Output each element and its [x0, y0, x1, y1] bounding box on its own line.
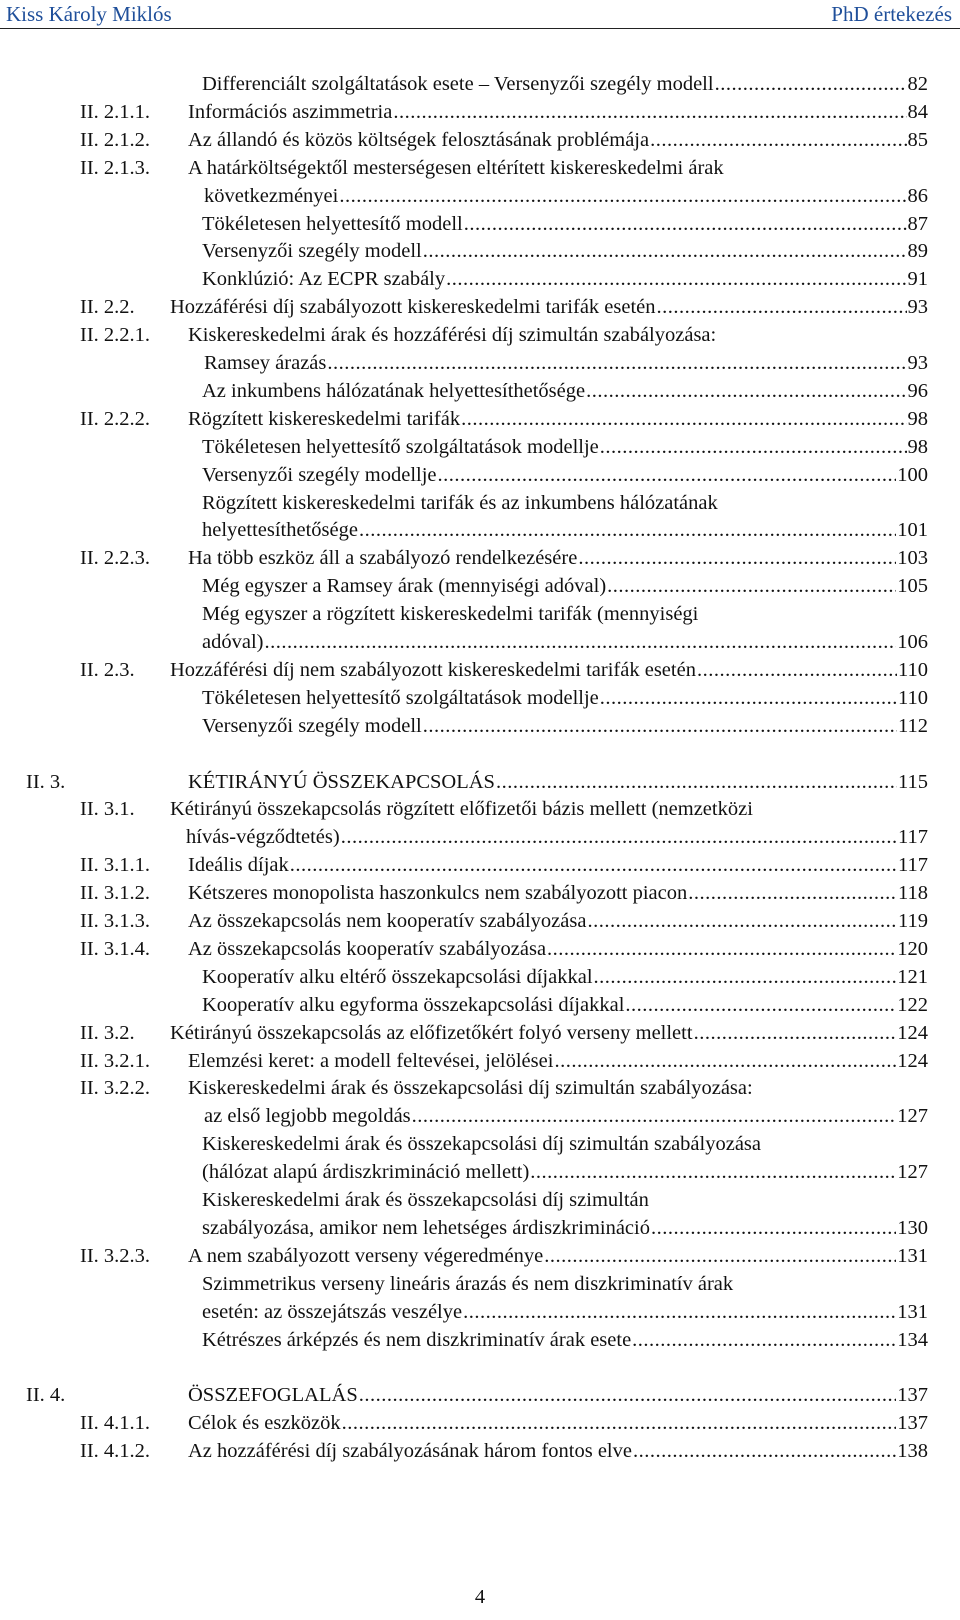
toc-section-number: II. 3.1.2.	[80, 882, 151, 905]
toc-entry-title: Az hozzáférési díj szabályozásának három fontos elve	[188, 1440, 632, 1463]
toc-section-number: II. 2.1.3.	[80, 156, 151, 179]
toc-entry-title: Információs aszimmetria	[188, 100, 393, 123]
dot-leader	[461, 405, 906, 433]
toc-section-number: II. 3.2.3.	[80, 1244, 151, 1267]
toc-entry-title: hívás-végződtetés)	[186, 826, 340, 849]
dot-leader	[586, 377, 906, 405]
toc-page-number: 103	[897, 547, 928, 570]
toc-entry-title: Még egyszer a rögzített kiskereskedelmi tarifák (mennyiségi	[202, 603, 699, 626]
toc-entry-line	[0, 768, 960, 796]
toc-entry-title: Kooperatív alku egyforma összekapcsolási díjakkal	[202, 993, 625, 1016]
toc-page-number: 86	[907, 184, 928, 207]
toc-entry-line	[0, 628, 960, 656]
toc-entry-title: Hozzáférési díj nem szabályozott kiskereskedelmi tarifák esetén	[170, 658, 696, 681]
toc-entry-title: az első legjobb megoldás	[204, 1105, 411, 1128]
toc-entry-line	[0, 237, 960, 265]
toc-section-number: II. 3.2.	[80, 1021, 135, 1044]
toc-entry-title: Az inkumbens hálózatának helyettesíthetősége	[202, 379, 586, 402]
toc-page-number: 100	[897, 463, 928, 486]
toc-entry-line	[0, 907, 960, 935]
toc-entry-title: Tökéletesen helyettesítő szolgáltatások modellje	[202, 435, 599, 458]
page-number: 4	[474, 1586, 486, 1608]
toc-page-number: 120	[897, 937, 928, 960]
toc-page-number: 98	[907, 407, 928, 430]
toc-entry-line	[0, 544, 960, 572]
toc-entry-title: Kétirányú összekapcsolás az előfizetőkért folyó verseny mellett	[170, 1021, 693, 1044]
dot-leader	[496, 768, 897, 796]
toc-entry-line	[0, 1214, 960, 1242]
toc-page-number: 93	[907, 296, 928, 319]
dot-leader	[530, 1158, 896, 1186]
toc-entry-line	[0, 712, 960, 740]
toc-page-number: 105	[897, 575, 928, 598]
toc-entry-line	[0, 126, 960, 154]
toc-entry-title: Kooperatív alku eltérő összekapcsolási díjakkal	[202, 965, 593, 988]
toc-page-number: 134	[897, 1328, 928, 1351]
toc-page-number: 84	[907, 100, 928, 123]
toc-page-number: 117	[898, 826, 928, 849]
toc-page-number: 118	[898, 882, 928, 905]
toc-entry-line	[0, 1186, 960, 1214]
dot-leader	[594, 963, 897, 991]
toc-entry-line	[0, 1158, 960, 1186]
toc-entry-line	[0, 795, 960, 823]
toc-entry-line	[0, 293, 960, 321]
toc-entry-line	[0, 461, 960, 489]
header-document-type: PhD értekezés	[831, 2, 952, 26]
toc-page-number: 87	[907, 212, 928, 235]
toc-page-number: 106	[897, 631, 928, 653]
toc-entry-line	[0, 70, 960, 98]
toc-entry-line	[0, 851, 960, 879]
toc-section-number: II. 3.1.	[80, 798, 135, 821]
toc-entry-title: adóval)	[202, 631, 264, 653]
toc-section-number: II. 2.2.1.	[80, 324, 151, 347]
toc-entry-line	[0, 377, 960, 405]
toc-entry-line	[0, 1298, 960, 1326]
toc-page-number: 82	[907, 73, 928, 95]
toc-entry-line	[0, 656, 960, 684]
toc-page-number: 91	[907, 268, 928, 291]
toc-entry-title: Szimmetrikus verseny lineáris árazás és nem diszkriminatív árak	[202, 1272, 734, 1295]
toc-entry-line	[0, 433, 960, 461]
toc-entry-title: Kiskereskedelmi árak és hozzáférési díj szimultán szabályozása:	[188, 324, 717, 347]
dot-leader	[341, 823, 897, 851]
dot-leader	[463, 1298, 896, 1326]
toc-entry-line	[0, 405, 960, 433]
toc-entry-line	[0, 98, 960, 126]
toc-section-number: II. 3.1.3.	[80, 910, 151, 932]
dot-leader	[715, 70, 907, 98]
toc-section-number: II. 2.1.2.	[80, 128, 151, 151]
header-author: Kiss Károly Miklós	[6, 2, 172, 26]
dot-leader	[587, 907, 897, 935]
toc-entry-title: Elemzési keret: a modell feltevései, jelölései	[188, 1049, 554, 1072]
toc-page-number: 124	[897, 1049, 928, 1072]
toc-entry-line	[0, 823, 960, 851]
dot-leader	[359, 1381, 897, 1409]
toc-entry-title: Rögzített kiskereskedelmi tarifák és az inkumbens hálózatának	[202, 491, 718, 514]
toc-entry-line	[0, 1437, 960, 1465]
toc-entry-title: Ha több eszköz áll a szabályozó rendelkezésére	[188, 547, 578, 570]
dot-leader	[650, 126, 906, 154]
toc-entry-title: esetén: az összejátszás veszélye	[202, 1300, 463, 1323]
toc-entry-line	[0, 349, 960, 377]
toc-entry-title: Tökéletesen helyettesítő modell	[202, 212, 463, 235]
toc-page-number: 131	[897, 1300, 928, 1323]
toc-page-number: 101	[897, 519, 928, 542]
toc-entry-line	[0, 1047, 960, 1075]
toc-entry-title: KÉTIRÁNYÚ ÖSSZEKAPCSOLÁS	[188, 770, 495, 793]
toc-entry-title: Kiskereskedelmi árak és összekapcsolási díj szimultán	[202, 1189, 649, 1211]
toc-entry-title: Célok és eszközök	[188, 1412, 341, 1435]
toc-entry-title: szabályozása, amikor nem lehetséges árdiszkrimináció	[202, 1216, 650, 1239]
toc-page-number: 131	[897, 1244, 928, 1267]
dot-leader	[625, 991, 896, 1019]
toc-page-number: 98	[907, 435, 928, 458]
dot-leader	[264, 628, 896, 656]
toc-entry-line	[0, 572, 960, 600]
toc-entry-title: (hálózat alapú árdiszkrimináció mellett)	[202, 1161, 530, 1184]
dot-leader	[547, 935, 896, 963]
toc-entry-line	[0, 210, 960, 238]
dot-leader	[339, 182, 906, 210]
toc-page-number: 119	[898, 910, 928, 932]
dot-leader	[554, 1047, 896, 1075]
toc-entry-title: Kiskereskedelmi árak és összekapcsolási díj szimultán szabályozása:	[188, 1077, 753, 1100]
dot-leader	[412, 1102, 897, 1130]
toc-section-number: II. 3.	[26, 770, 66, 793]
dot-leader	[423, 712, 897, 740]
toc-entry-line	[0, 684, 960, 712]
toc-page-number: 110	[898, 686, 928, 709]
toc-page-number: 130	[897, 1216, 928, 1239]
toc-entry-title: Hozzáférési díj szabályozott kiskereskedelmi tarifák esetén	[170, 296, 656, 319]
dot-leader	[651, 1214, 896, 1242]
dot-leader	[600, 684, 897, 712]
toc-entry-line	[0, 1102, 960, 1130]
toc-entry-title: A nem szabályozott verseny végeredménye	[188, 1244, 544, 1267]
toc-section-number: II. 3.1.1.	[80, 854, 151, 877]
toc-entry-line	[0, 1019, 960, 1047]
toc-entry-title: Ramsey árazás	[204, 352, 327, 374]
toc-entry-line	[0, 1242, 960, 1270]
dot-leader	[290, 851, 897, 879]
dot-leader	[446, 265, 906, 293]
toc-section-number: II. 3.1.4.	[80, 937, 151, 960]
toc-entry-title: Tökéletesen helyettesítő szolgáltatások modellje	[202, 686, 599, 709]
toc-entry-line	[0, 1381, 960, 1409]
toc-section-number: II. 4.1.1.	[80, 1412, 151, 1435]
toc-entry-line	[0, 963, 960, 991]
dot-leader	[544, 1242, 896, 1270]
toc-section-number: II. 2.3.	[80, 658, 135, 681]
toc-page-number: 127	[897, 1161, 928, 1184]
toc-page-number: 117	[898, 854, 928, 877]
dot-leader	[632, 1326, 896, 1354]
toc-entry-title: ÖSSZEFOGLALÁS	[188, 1384, 358, 1407]
dot-leader	[688, 879, 897, 907]
toc-section-number: II. 3.2.2.	[80, 1077, 151, 1100]
toc-entry-title: Ideális díjak	[188, 854, 289, 877]
toc-page-number: 110	[898, 658, 928, 681]
toc-page-number: 124	[897, 1021, 928, 1044]
dot-leader	[327, 349, 906, 377]
toc-page-number: 127	[897, 1105, 928, 1128]
toc-entry-title: Rögzített kiskereskedelmi tarifák	[188, 407, 461, 430]
toc-page-number: 138	[897, 1440, 928, 1463]
toc-entry-title: A határköltségektől mesterségesen eltérített kiskereskedelmi árak	[188, 156, 724, 179]
toc-entry-line	[0, 1326, 960, 1354]
dot-leader	[393, 98, 906, 126]
toc-entry-title: helyettesíthetősége	[202, 519, 358, 542]
toc-entry-title: Differenciált szolgáltatások esete – Versenyzői szegély modell	[202, 73, 714, 95]
toc-entry-title: Kétirányú összekapcsolás rögzített előfizetői bázis mellett (nemzetközi	[170, 798, 753, 821]
toc-section-number: II. 3.2.1.	[80, 1049, 151, 1072]
toc-entry-line	[0, 991, 960, 1019]
toc-page-number: 93	[907, 352, 928, 374]
toc-section-number: II. 2.1.1.	[80, 100, 151, 123]
toc-section-number: II. 4.	[26, 1384, 66, 1407]
toc-page-number: 115	[898, 770, 928, 793]
toc-entry-line	[0, 489, 960, 517]
toc-entry-title: következményei	[204, 184, 339, 207]
toc-entry-line	[0, 321, 960, 349]
toc-entry-line	[0, 1074, 960, 1102]
dot-leader	[464, 210, 907, 238]
toc-entry-line	[0, 879, 960, 907]
toc-entry-line	[0, 182, 960, 210]
toc-entry-title: Az állandó és közös költségek felosztásának problémája	[188, 128, 650, 151]
toc-page-number: 112	[898, 714, 928, 737]
toc-page-number: 122	[897, 993, 928, 1016]
dot-leader	[607, 572, 896, 600]
toc-page-number: 137	[897, 1412, 928, 1435]
toc-entry-title: Kiskereskedelmi árak és összekapcsolási díj szimultán szabályozása	[202, 1133, 762, 1156]
toc-entry-title: Az összekapcsolás kooperatív szabályozása	[188, 937, 547, 960]
toc-entry-title: Kétszeres monopolista haszonkulcs nem szabályozott piacon	[188, 882, 688, 905]
dot-leader	[694, 1019, 897, 1047]
dot-leader	[633, 1437, 896, 1465]
toc-section-number: II. 4.1.2.	[80, 1440, 151, 1463]
toc-entry-line	[0, 516, 960, 544]
toc-section-number: II. 2.2.	[80, 296, 135, 319]
toc-entry-title: Versenyzői szegély modellje	[202, 463, 437, 486]
dot-leader	[423, 237, 907, 265]
toc-entry-title: Versenyzői szegély modell	[202, 240, 422, 263]
toc-entry-title: Kétrészes árképzés és nem diszkriminatív árak esete	[202, 1328, 632, 1351]
toc-entry-line	[0, 154, 960, 182]
toc-entry-title: Versenyzői szegély modell	[202, 714, 422, 737]
toc-page-number: 96	[907, 379, 928, 402]
toc-entry-line	[0, 1270, 960, 1298]
toc-entry-line	[0, 1130, 960, 1158]
toc-page-number: 121	[897, 965, 928, 988]
toc-section-number: II. 2.2.2.	[80, 407, 151, 430]
dot-leader	[657, 293, 907, 321]
dot-leader	[359, 516, 896, 544]
toc-page-number: 137	[897, 1384, 928, 1407]
dot-leader	[600, 433, 907, 461]
dot-leader	[342, 1409, 897, 1437]
dot-leader	[578, 544, 896, 572]
toc-entry-line	[0, 600, 960, 628]
toc-page-number: 89	[907, 240, 928, 263]
toc-entry-title: Még egyszer a Ramsey árak (mennyiségi adóval)	[202, 575, 607, 598]
toc-entry-title: Az összekapcsolás nem kooperatív szabályozása	[188, 910, 587, 932]
toc-entry-line	[0, 1409, 960, 1437]
toc-page-number: 85	[907, 128, 928, 151]
toc-entry-line	[0, 265, 960, 293]
toc-entry-line	[0, 935, 960, 963]
toc-section-number: II. 2.2.3.	[80, 547, 151, 570]
toc-entry-title: Konklúzió: Az ECPR szabály	[202, 268, 446, 291]
dot-leader	[438, 461, 897, 489]
dot-leader	[697, 656, 897, 684]
